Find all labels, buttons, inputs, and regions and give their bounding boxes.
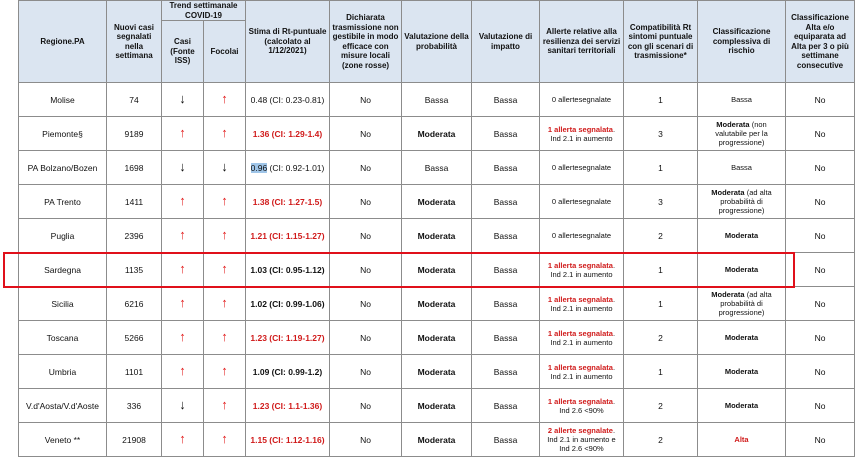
alert-detail: segnalate <box>578 95 612 104</box>
trend-cases-cell <box>162 355 204 389</box>
classification-main: Moderata <box>724 367 759 376</box>
impact-cell: Bassa <box>472 355 540 389</box>
region-cell: Umbria <box>19 355 107 389</box>
region-cell: V.d'Aosta/V.d'Aoste <box>19 389 107 423</box>
rt-cell: 1.15 (CI: 1.12-1.16) <box>246 423 330 457</box>
rt-cell: 1.03 (CI: 0.95-1.12) <box>246 253 330 287</box>
risk-table <box>18 0 855 457</box>
classification-main: Moderata <box>724 265 759 274</box>
alert-cell <box>540 423 624 457</box>
probability-cell: Moderata <box>402 355 472 389</box>
high3-cell: No <box>786 83 855 117</box>
declared-cell: No <box>330 83 402 117</box>
classification-main: Bassa <box>731 95 752 104</box>
header-compat: Compatibilità Rt sintomi puntuale con gli scenari di trasmissione* <box>624 1 698 83</box>
classification-main: Alta <box>734 435 749 444</box>
arrow-up-icon: ↑ <box>179 329 186 344</box>
region-cell: PA Trento <box>19 185 107 219</box>
header-classification: Classificazione complessiva di rischio <box>698 1 786 83</box>
cases-cell: 336 <box>107 389 162 423</box>
alert-lead: 0 allerte <box>551 231 579 240</box>
region-cell: Sicilia <box>19 287 107 321</box>
alert-cell <box>540 185 624 219</box>
declared-cell: No <box>330 185 402 219</box>
impact-cell: Bassa <box>472 253 540 287</box>
cases-cell: 21908 <box>107 423 162 457</box>
alert-lead: 0 allerte <box>551 163 579 172</box>
cases-cell: 1135 <box>107 253 162 287</box>
high3-cell: No <box>786 117 855 151</box>
arrow-up-icon: ↑ <box>179 193 186 208</box>
impact-cell: Bassa <box>472 219 540 253</box>
declared-cell: No <box>330 389 402 423</box>
alert-cell <box>540 117 624 151</box>
impact-cell: Bassa <box>472 151 540 185</box>
high3-cell: No <box>786 423 855 457</box>
high3-cell: No <box>786 355 855 389</box>
classification-main: Moderata <box>724 401 759 410</box>
arrow-up-icon: ↑ <box>221 193 228 208</box>
alert-cell <box>540 151 624 185</box>
header-foci: Focolai <box>204 21 246 83</box>
arrow-up-icon: ↑ <box>221 295 228 310</box>
table-row <box>19 321 855 355</box>
alert-lead: 1 allerta segnalata <box>547 328 613 338</box>
probability-cell: Moderata <box>402 321 472 355</box>
alert-cell <box>540 287 624 321</box>
arrow-up-icon: ↑ <box>221 227 228 242</box>
trend-foci-cell <box>204 321 246 355</box>
declared-cell: No <box>330 253 402 287</box>
arrow-up-icon: ↑ <box>221 91 228 106</box>
classification-cell <box>698 219 786 253</box>
declared-cell: No <box>330 355 402 389</box>
alert-cell <box>540 83 624 117</box>
alert-lead: 0 allerte <box>551 197 579 206</box>
rt-cell: 1.21 (CI: 1.15-1.27) <box>246 219 330 253</box>
high3-cell: No <box>786 389 855 423</box>
compat-cell: 1 <box>624 83 698 117</box>
table-row <box>19 185 855 219</box>
classification-main: Moderata <box>711 188 745 197</box>
trend-cases-cell <box>162 389 204 423</box>
classification-note: (ad alta probabilità di progressione) <box>718 290 772 317</box>
header-classification-high: Classificazione Alta e/o equiparata ad Alta per 3 o più settimane consecutive <box>786 1 855 83</box>
probability-cell: Bassa <box>402 83 472 117</box>
trend-foci-cell <box>204 151 246 185</box>
impact-cell: Bassa <box>472 185 540 219</box>
alert-detail: . Ind 2.1 in aumento <box>550 294 616 313</box>
arrow-down-icon: ↓ <box>179 397 186 412</box>
trend-cases-cell <box>162 83 204 117</box>
table-row <box>19 117 855 151</box>
region-cell: Toscana <box>19 321 107 355</box>
alert-lead: 1 allerta segnalata <box>547 396 613 406</box>
trend-foci-cell <box>204 219 246 253</box>
classification-cell <box>698 389 786 423</box>
compat-cell: 1 <box>624 287 698 321</box>
arrow-up-icon: ↑ <box>179 431 186 446</box>
high3-cell: No <box>786 185 855 219</box>
alert-detail: . Ind 2.1 in aumento e Ind 2.6 <90% <box>547 426 616 453</box>
impact-cell: Bassa <box>472 287 540 321</box>
trend-cases-cell <box>162 151 204 185</box>
cases-cell: 74 <box>107 83 162 117</box>
trend-foci-cell <box>204 185 246 219</box>
region-cell: Molise <box>19 83 107 117</box>
cases-cell: 1101 <box>107 355 162 389</box>
probability-cell: Bassa <box>402 151 472 185</box>
alert-lead: 1 allerta segnalata <box>547 124 613 134</box>
arrow-up-icon: ↑ <box>179 125 186 140</box>
header-new-cases: Nuovi casi segnalati nella settimana <box>107 1 162 83</box>
region-cell: Sardegna <box>19 253 107 287</box>
classification-main: Moderata <box>716 120 750 129</box>
impact-cell: Bassa <box>472 321 540 355</box>
table-row <box>19 423 855 457</box>
rt-cell: 1.23 (CI: 1.1-1.36) <box>246 389 330 423</box>
declared-cell: No <box>330 117 402 151</box>
rt-highlight: 0.96 <box>250 162 268 173</box>
table-row <box>19 355 855 389</box>
alert-detail: . Ind 2.1 in aumento <box>550 328 616 347</box>
arrow-up-icon: ↑ <box>221 363 228 378</box>
table-row <box>19 151 855 185</box>
rt-cell: 1.38 (CI: 1.27-1.5) <box>246 185 330 219</box>
alert-detail: segnalate <box>578 163 612 172</box>
header-declared: Dichiarata trasmissione non gestibile in modo efficace con misure locali (zone rosse) <box>330 1 402 83</box>
declared-cell: No <box>330 151 402 185</box>
compat-cell: 3 <box>624 117 698 151</box>
probability-cell: Moderata <box>402 287 472 321</box>
arrow-down-icon: ↓ <box>179 91 186 106</box>
arrow-up-icon: ↑ <box>221 329 228 344</box>
rt-cell: 1.23 (CI: 1.19-1.27) <box>246 321 330 355</box>
trend-cases-cell <box>162 321 204 355</box>
header-impact: Valutazione di impatto <box>472 1 540 83</box>
alert-cell <box>540 219 624 253</box>
table-row <box>19 389 855 423</box>
header-rt: Stima di Rt-puntuale (calcolato al 1/12/2021) <box>246 1 330 83</box>
region-cell: PA Bolzano/Bozen <box>19 151 107 185</box>
high3-cell: No <box>786 253 855 287</box>
high3-cell: No <box>786 219 855 253</box>
header-probability: Valutazione della probabilità <box>402 1 472 83</box>
cases-cell: 2396 <box>107 219 162 253</box>
probability-cell: Moderata <box>402 423 472 457</box>
cases-cell: 9189 <box>107 117 162 151</box>
declared-cell: No <box>330 219 402 253</box>
alert-detail: . Ind 2.1 in aumento <box>550 260 616 279</box>
trend-cases-cell <box>162 287 204 321</box>
compat-cell: 1 <box>624 151 698 185</box>
impact-cell: Bassa <box>472 117 540 151</box>
alert-detail: . Ind 2.6 <90% <box>559 396 616 415</box>
alert-lead: 0 allerte <box>551 95 579 104</box>
compat-cell: 2 <box>624 219 698 253</box>
classification-cell <box>698 321 786 355</box>
compat-cell: 2 <box>624 321 698 355</box>
trend-foci-cell <box>204 287 246 321</box>
trend-cases-cell <box>162 185 204 219</box>
sardegna-highlight-box <box>3 252 795 288</box>
header-cases: Casi (Fonte ISS) <box>162 21 204 83</box>
region-cell: Veneto ** <box>19 423 107 457</box>
probability-cell: Moderata <box>402 253 472 287</box>
classification-main: Moderata <box>724 231 759 240</box>
arrow-down-icon: ↓ <box>179 159 186 174</box>
compat-cell: 1 <box>624 253 698 287</box>
arrow-up-icon: ↑ <box>221 125 228 140</box>
high3-cell: No <box>786 321 855 355</box>
arrow-up-icon: ↑ <box>221 261 228 276</box>
compat-cell: 2 <box>624 389 698 423</box>
alert-detail: . Ind 2.1 in aumento <box>550 124 616 143</box>
classification-main: Moderata <box>711 290 745 299</box>
alert-lead: 1 allerta segnalata <box>547 260 613 270</box>
trend-foci-cell <box>204 83 246 117</box>
classification-note: (non valutabile per la progressione) <box>715 120 768 147</box>
impact-cell: Bassa <box>472 423 540 457</box>
trend-foci-cell <box>204 423 246 457</box>
declared-cell: No <box>330 287 402 321</box>
impact-cell: Bassa <box>472 389 540 423</box>
alert-cell <box>540 389 624 423</box>
probability-cell: Moderata <box>402 219 472 253</box>
trend-cases-cell <box>162 117 204 151</box>
arrow-up-icon: ↑ <box>179 363 186 378</box>
alert-lead: 2 allerte segnalate <box>547 426 613 435</box>
probability-cell: Moderata <box>402 389 472 423</box>
rt-cell: 0.96 (CI: 0.92-1.01) <box>246 151 330 185</box>
classification-cell <box>698 151 786 185</box>
declared-cell: No <box>330 321 402 355</box>
trend-foci-cell <box>204 117 246 151</box>
declared-cell: No <box>330 423 402 457</box>
table-row <box>19 83 855 117</box>
probability-cell: Moderata <box>402 185 472 219</box>
classification-cell <box>698 423 786 457</box>
high3-cell: No <box>786 287 855 321</box>
probability-cell: Moderata <box>402 117 472 151</box>
alert-cell <box>540 321 624 355</box>
classification-cell <box>698 185 786 219</box>
classification-cell <box>698 83 786 117</box>
compat-cell: 2 <box>624 423 698 457</box>
rt-cell: 1.02 (CI: 0.99-1.06) <box>246 287 330 321</box>
header-region: Regione.PA <box>19 1 107 83</box>
arrow-up-icon: ↑ <box>221 431 228 446</box>
table-row <box>19 219 855 253</box>
table-row <box>19 287 855 321</box>
alert-detail: segnalate <box>578 197 612 206</box>
alert-lead: 1 allerta segnalata <box>547 294 613 304</box>
alert-lead: 1 allerta segnalata <box>547 362 613 372</box>
arrow-up-icon: ↑ <box>221 397 228 412</box>
trend-foci-cell <box>204 389 246 423</box>
rt-cell: 1.09 (CI: 0.99-1.2) <box>246 355 330 389</box>
arrow-up-icon: ↑ <box>179 261 186 276</box>
alert-cell <box>540 355 624 389</box>
classification-cell <box>698 117 786 151</box>
trend-cases-cell <box>162 423 204 457</box>
high3-cell: No <box>786 151 855 185</box>
rt-cell: 1.36 (CI: 1.29-1.4) <box>246 117 330 151</box>
alert-detail: . Ind 2.1 in aumento <box>550 362 616 381</box>
arrow-down-icon: ↓ <box>221 159 228 174</box>
trend-foci-cell <box>204 355 246 389</box>
cases-cell: 6216 <box>107 287 162 321</box>
classification-main: Moderata <box>724 333 759 342</box>
cases-cell: 1698 <box>107 151 162 185</box>
classification-note: (ad alta probabilità di progressione) <box>718 188 772 215</box>
cases-cell: 1411 <box>107 185 162 219</box>
header-alerts: Allerte relative alla resilienza dei servizi sanitari territoriali <box>540 1 624 83</box>
classification-cell <box>698 287 786 321</box>
header-trend-group: Trend settimanale COVID-19 <box>162 1 246 21</box>
alert-detail: segnalate <box>578 231 612 240</box>
compat-cell: 3 <box>624 185 698 219</box>
impact-cell: Bassa <box>472 83 540 117</box>
classification-cell <box>698 355 786 389</box>
arrow-up-icon: ↑ <box>179 295 186 310</box>
cases-cell: 5266 <box>107 321 162 355</box>
rt-cell: 0.48 (CI: 0.23-0.81) <box>246 83 330 117</box>
region-cell: Puglia <box>19 219 107 253</box>
trend-cases-cell <box>162 219 204 253</box>
classification-main: Bassa <box>731 163 752 172</box>
arrow-up-icon: ↑ <box>179 227 186 242</box>
region-cell: Piemonte§ <box>19 117 107 151</box>
compat-cell: 1 <box>624 355 698 389</box>
